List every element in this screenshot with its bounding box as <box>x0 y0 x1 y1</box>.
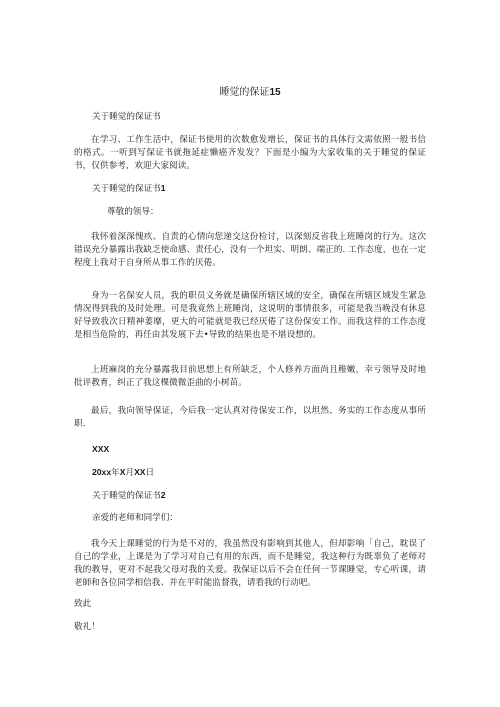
page-title <box>0 87 500 99</box>
date-month: X <box>119 467 126 477</box>
title-number: 15 <box>269 87 281 98</box>
intro-heading: 关于睡觉的保证书 <box>92 112 161 122</box>
letter1-greeting: 尊敬的领导： <box>107 207 159 217</box>
letter1-paragraph-3: 上班麻岗的充分暴露我目前思想上有所缺乏，个人修养方面尚且稚嫩，幸亏领导及时地批评教育，纠正了我这棵微微歪曲的小树苗。 <box>74 365 426 388</box>
closing-line-1: 致此 <box>74 599 92 609</box>
date-day: XX <box>134 467 146 477</box>
letter1-date <box>92 466 154 480</box>
date-month-suffix: 月 <box>125 468 135 478</box>
title-text: 睡觉的保证 <box>219 87 270 98</box>
intro-paragraph: 在学习、工作生活中，保证书使用的次数愈发增长，保证书的具体行文需依照一般书信的格式。一听到写保证书就拖延症懒癌齐发发？下面是小编为大家收集的关于睡觉的保证书，仅供参考，欢迎大家阅读。 <box>74 135 426 171</box>
letter1-heading-text: 关于睡觉的保证书 <box>92 184 161 194</box>
date-year-suffix: 年 <box>111 468 120 478</box>
date-year: 20xx <box>92 467 112 477</box>
letter2-greeting: 亲爱的老师和同学们： <box>92 513 178 523</box>
closing-line-2: 敬礼！ <box>74 622 100 632</box>
letter1-paragraph-1: 我怀着深深愧疚、自责的心情向您递交这份检讨，以深刻反省我上班睡岗的行为。这次错误充分暴露出我缺乏使命感、责任心，没有一个坦实、明朗、端正的. 工作态度，也在一定程度上我对于自身所从事工作的厌倦。 <box>74 232 426 268</box>
letter2-heading-number: 2 <box>160 490 166 500</box>
letter1-heading-number: 1 <box>160 183 166 193</box>
letter2-paragraph: 我今天上课睡觉的行为是不对的，我虽然没有影响到其他人，但却影响「自己，耽误了自己的学业，上课是为了学习对自己有用的东西，而不是睡觉，我这种行为既辜负了老师对我的教导，更对不起我父母对我的关爱。我保证以后不会在任何一节课睡觉，专心听课，请老師和各位同学相信我、并在平时能监督我，请看我的行动吧。 <box>74 539 426 588</box>
letter1-signature: XXX <box>92 444 110 454</box>
letter2-heading-text: 关于睡觉的保证书 <box>92 491 161 501</box>
date-day-suffix: 日 <box>145 468 155 478</box>
letter2-heading <box>92 489 166 503</box>
letter1-paragraph-4: 最后，我向领导保证，今后我一定认真对待保安工作，以坦然、务实的工作态度从事所职. <box>74 406 426 429</box>
letter1-heading <box>92 182 166 196</box>
letter1-paragraph-2: 身为一名保安人员，我的职员义务就是确保所辖区域的安全，确保在所辖区域发生紧急情况得到我的及时处理。可是我竟然上班睡岗，这说明的事情很多，可能是我当晚没有休息好导致我次日精神萎靡，更大的可能就是我已经厌倦了这份保安工作。而我这样的工作态度是相当危险的，再任由其发展下去•导致的结果也是不堪设想的。 <box>74 291 426 340</box>
